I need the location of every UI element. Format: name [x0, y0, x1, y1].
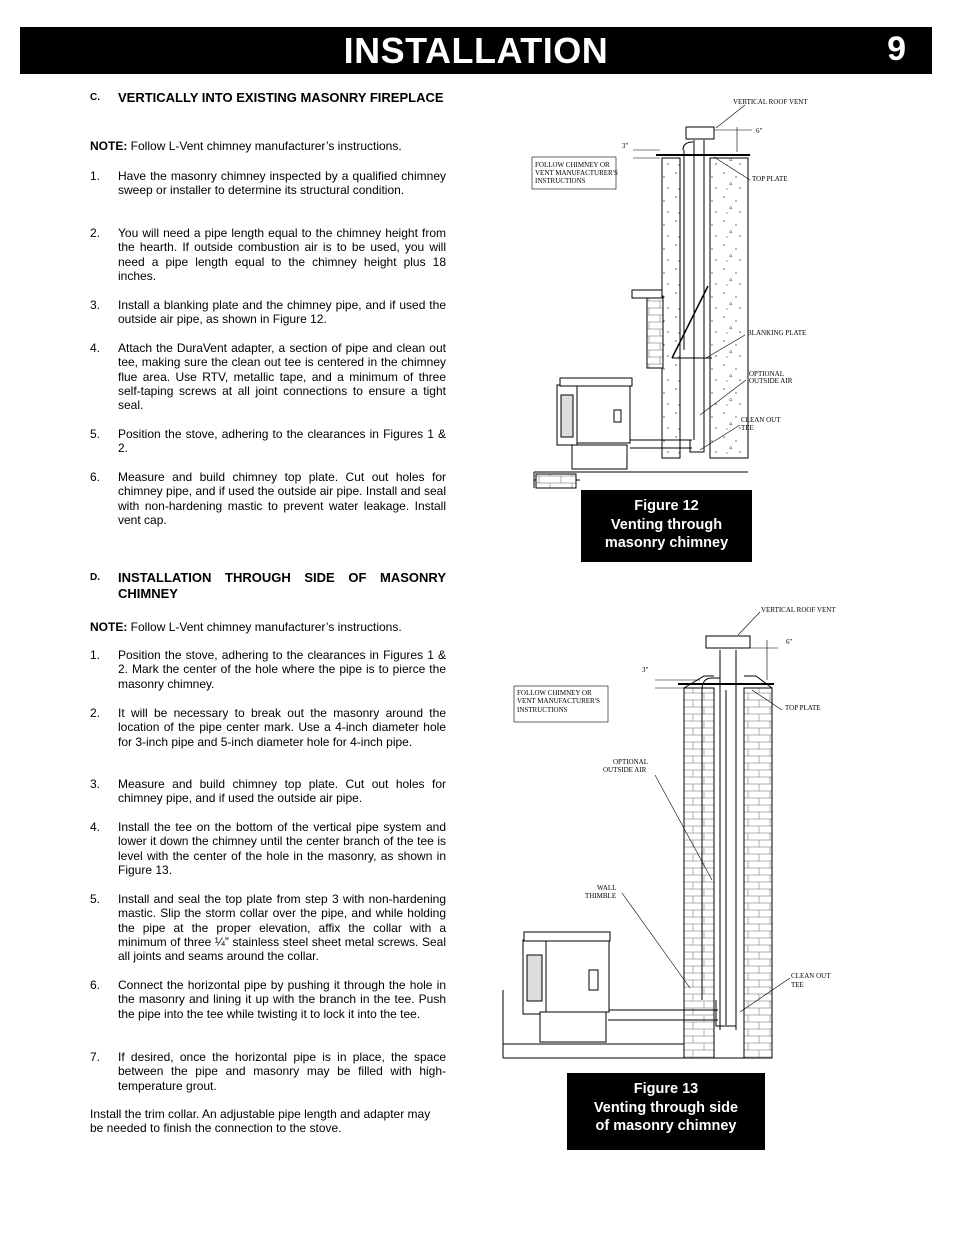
- item-text: Install a blanking plate and the chimney pipe, and if used the outside air pipe, as shown in Figure 12.: [118, 298, 446, 327]
- label-optional-air-2: OUTSIDE AIR: [749, 377, 793, 385]
- item-text: Position the stove, adhering to the clearances in Figures 1 & 2.: [118, 427, 446, 456]
- item-text: If desired, once the horizontal pipe is in place, the space between the pipe and masonry may be filled with high-temperature grout.: [118, 1050, 446, 1093]
- note-label: NOTE:: [90, 620, 128, 634]
- label-wall-thimble-2: THIMBLE: [585, 892, 617, 900]
- page-number: 9: [887, 30, 906, 68]
- label-follow-3: INSTRUCTIONS: [535, 177, 586, 185]
- item-number: 1.: [90, 648, 101, 662]
- section-title: VERTICALLY INTO EXISTING MASONRY FIREPLACE: [118, 90, 444, 105]
- caption-line: masonry chimney: [604, 535, 729, 551]
- item-number: 3.: [90, 777, 101, 791]
- note-text: Follow L-Vent chimney manufacturer’s instructions.: [127, 620, 402, 634]
- item-text: It will be necessary to break out the masonry around the location of the pipe center mark. Use a 4-inch diameter hole for 3-inch pipe and 5-inch diameter hole for 4-inch pipe.: [118, 706, 446, 749]
- page-title: INSTALLATION: [343, 30, 609, 71]
- figure-12-caption: [581, 490, 752, 562]
- caption-line: Figure 13: [633, 1081, 699, 1097]
- label-vertical-roof-vent: VERTICAL ROOF VENT: [761, 606, 836, 614]
- item-number: 2.: [90, 706, 101, 720]
- label-blanking-plate: BLANKING PLATE: [747, 329, 807, 337]
- caption-line: Venting through: [610, 516, 723, 533]
- caption-line: Venting through side: [593, 1099, 739, 1116]
- label-vertical-roof-vent: VERTICAL ROOF VENT: [733, 98, 808, 106]
- item-number: 4.: [90, 341, 101, 355]
- label-3in: 3": [622, 142, 629, 150]
- label-follow-2: VENT MANUFACTURER'S: [517, 697, 600, 705]
- section-letter: D.: [90, 572, 100, 583]
- caption-line: of masonry chimney: [595, 1118, 737, 1134]
- item-text: Attach the DuraVent adapter, a section of pipe and clean out tee, making sure the clean out tee is centered in the chimney flue area. Use RTV, metallic tape, and a minimum of three self-taping screws at all joint connections to ensure a tight seal.: [118, 341, 446, 413]
- figure-13-caption: [567, 1073, 765, 1150]
- label-wall-thimble-1: WALL: [597, 884, 617, 892]
- item-text: Install and seal the top plate from step 3 with non-hardening mastic. Slip the storm collar over the pipe, and while holding the pipe at the proper elevation, affix the collar with a minimum of three ¼” stainless steel sheet metal screws. Seal all joints and seams around the collar.: [118, 892, 446, 964]
- item-text: Position the stove, adhering to the clearances in Figures 1 & 2. Mark the center of the hole where the pipe is to pierce the masonry chimney.: [118, 648, 446, 691]
- section-title: INSTALLATION THROUGH SIDE OF MASONRY CHIMNEY: [118, 570, 446, 601]
- item-number: 7.: [90, 1050, 101, 1064]
- item-number: 1.: [90, 169, 101, 183]
- caption-line: Figure 12: [634, 498, 699, 514]
- item-number: 2.: [90, 226, 101, 240]
- item-text: You will need a pipe length equal to the chimney height from the hearth. If outside combustion air is to be used, you will need a pipe length equal to the chimney height plus 18 inches.: [118, 226, 446, 283]
- item-text: Measure and build chimney top plate. Cut out holes for chimney pipe, and if used the outside air pipe.: [118, 777, 446, 806]
- label-optional-air-1: OPTIONAL: [749, 370, 784, 378]
- label-follow-3: INSTRUCTIONS: [517, 706, 568, 714]
- item-text: Have the masonry chimney inspected by a qualified chimney sweep or installer to determine its structural condition.: [118, 169, 446, 198]
- item-number: 4.: [90, 820, 101, 834]
- label-clean-out-2: TEE: [741, 424, 754, 432]
- section-letter: C.: [90, 92, 100, 103]
- item-number: 5.: [90, 892, 101, 906]
- closing-paragraph: Install the trim collar. An adjustable pipe length and adapter may be needed to finish the connection to the stove.: [90, 1107, 431, 1136]
- label-top-plate: TOP PLATE: [752, 175, 788, 183]
- label-clean-out-1: CLEAN OUT: [791, 972, 831, 980]
- label-6in: 6": [756, 127, 763, 135]
- label-follow-1: FOLLOW CHIMNEY OR: [517, 689, 592, 697]
- label-follow-2: VENT MANUFACTURER'S: [535, 169, 618, 177]
- label-3in: 3": [642, 666, 649, 674]
- label-clean-out-1: CLEAN OUT: [741, 416, 781, 424]
- item-text: Install the tee on the bottom of the vertical pipe system and lower it down the chimney until the center branch of the tee is level with the center of the hole in the masonry, as shown in Figure 13.: [118, 820, 446, 877]
- label-optional-air-1: OPTIONAL: [613, 758, 648, 766]
- item-text: Measure and build chimney top plate. Cut out holes for chimney pipe, and if used the outside air pipe. Install and seal with non-hardening mastic to prevent water leakage. Install vent cap.: [118, 470, 446, 527]
- label-optional-air-2: OUTSIDE AIR: [603, 766, 647, 774]
- item-text: Connect the horizontal pipe by pushing it through the hole in the masonry and lining it up with the branch in the tee. Push the pipe into the tee while twisting it to lock it into the tee.: [118, 978, 446, 1021]
- item-number: 3.: [90, 298, 101, 312]
- label-clean-out-2: TEE: [791, 981, 804, 989]
- note-label: NOTE:: [90, 139, 128, 153]
- label-top-plate: TOP PLATE: [785, 704, 821, 712]
- label-6in: 6": [786, 638, 793, 646]
- item-number: 6.: [90, 470, 101, 484]
- note-text: Follow L-Vent chimney manufacturer’s instructions.: [127, 139, 402, 153]
- figure-13-drawing: [503, 612, 790, 1058]
- item-number: 5.: [90, 427, 101, 441]
- item-number: 6.: [90, 978, 101, 992]
- label-follow-1: FOLLOW CHIMNEY OR: [535, 161, 610, 169]
